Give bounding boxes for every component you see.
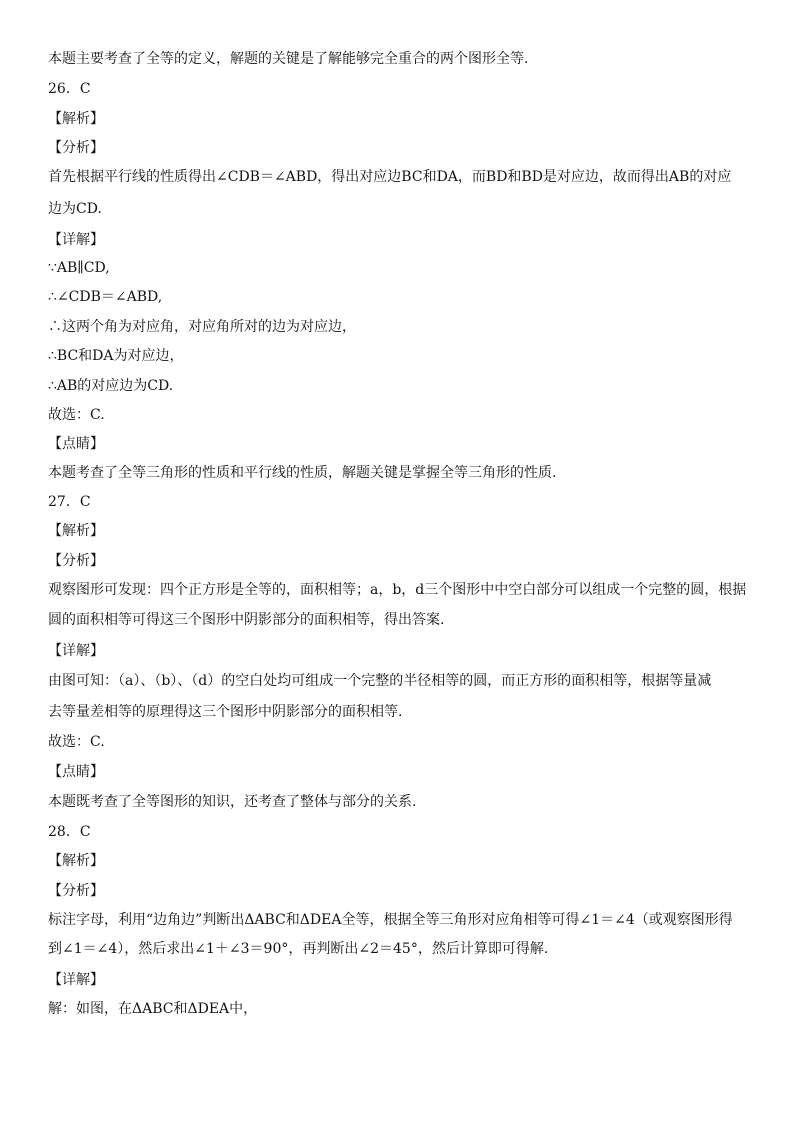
answer-choice: 故选：C. [48, 407, 105, 423]
section-label-xiangjie: 【详解】 [48, 643, 104, 659]
math-line: ∵AB∥CD, [48, 260, 110, 276]
section-label-jiexi: 【解析】 [48, 523, 104, 539]
text-line: 由图可知：（a）、（b）、（d）的空白处均可组成一个完整的半径相等的圆，而正方形的面积相等，根据等量减 [48, 673, 712, 689]
math-line: ∴∠CDB＝∠ABD, [48, 289, 163, 305]
section-label-fenxi: 【分析】 [48, 553, 104, 569]
answer-choice: 故选：C. [48, 734, 105, 750]
answer-heading-26: 26．C [48, 81, 91, 97]
text-line: 边为CD. [48, 201, 102, 217]
text-line: 去等量差相等的原理得这三个图形中阴影部分的面积相等. [48, 704, 403, 720]
text-line: 本题既考查了全等图形的知识，还考查了整体与部分的关系. [48, 794, 417, 810]
text-line: ∴这两个角为对应角，对应角所对的边为对应边， [48, 319, 356, 335]
text-line: 本题考查了全等三角形的性质和平行线的性质，解题关键是掌握全等三角形的性质. [48, 465, 557, 481]
math-line: ∴BC和DA为对应边， [48, 348, 184, 364]
section-label-dianjing: 【点睛】 [48, 436, 104, 452]
text-line: 标注字母，利用“边角边”判断出ΔABC和ΔDEA全等，根据全等三角形对应角相等可得∠1＝∠4（或观察图形得 [48, 912, 733, 928]
math-line: ∴AB的对应边为CD. [48, 378, 174, 394]
text-line: 解：如图，在ΔABC和ΔDEA中， [48, 1001, 258, 1017]
section-label-dianjing: 【点睛】 [48, 764, 104, 780]
text-line: 圆的面积相等可得这三个图形中阴影部分的面积相等，得出答案. [48, 612, 445, 628]
section-label-jiexi: 【解析】 [48, 853, 104, 869]
text-line: 到∠1＝∠4），然后求出∠1＋∠3＝90°，再判断出∠2＝45°，然后计算即可得解. [48, 941, 549, 957]
text-line: 观察图形可发现：四个正方形是全等的，面积相等；a，b，d三个图形中中空白部分可以组成一个完整的圆，根据 [48, 582, 747, 598]
section-label-jiexi: 【解析】 [48, 111, 104, 127]
section-label-xiangjie: 【详解】 [48, 232, 104, 248]
section-label-fenxi: 【分析】 [48, 883, 104, 899]
text-line: 首先根据平行线的性质得出∠CDB＝∠ABD，得出对应边BC和DA，而BD和BD是对应边，故而得出AB的对应 [48, 169, 732, 185]
answer-heading-28: 28．C [48, 824, 91, 840]
answer-heading-27: 27．C [48, 494, 91, 510]
section-label-fenxi: 【分析】 [48, 140, 104, 156]
section-label-xiangjie: 【详解】 [48, 972, 104, 988]
text-line: 本题主要考查了全等的定义，解题的关键是了解能够完全重合的两个图形全等. [48, 51, 529, 67]
